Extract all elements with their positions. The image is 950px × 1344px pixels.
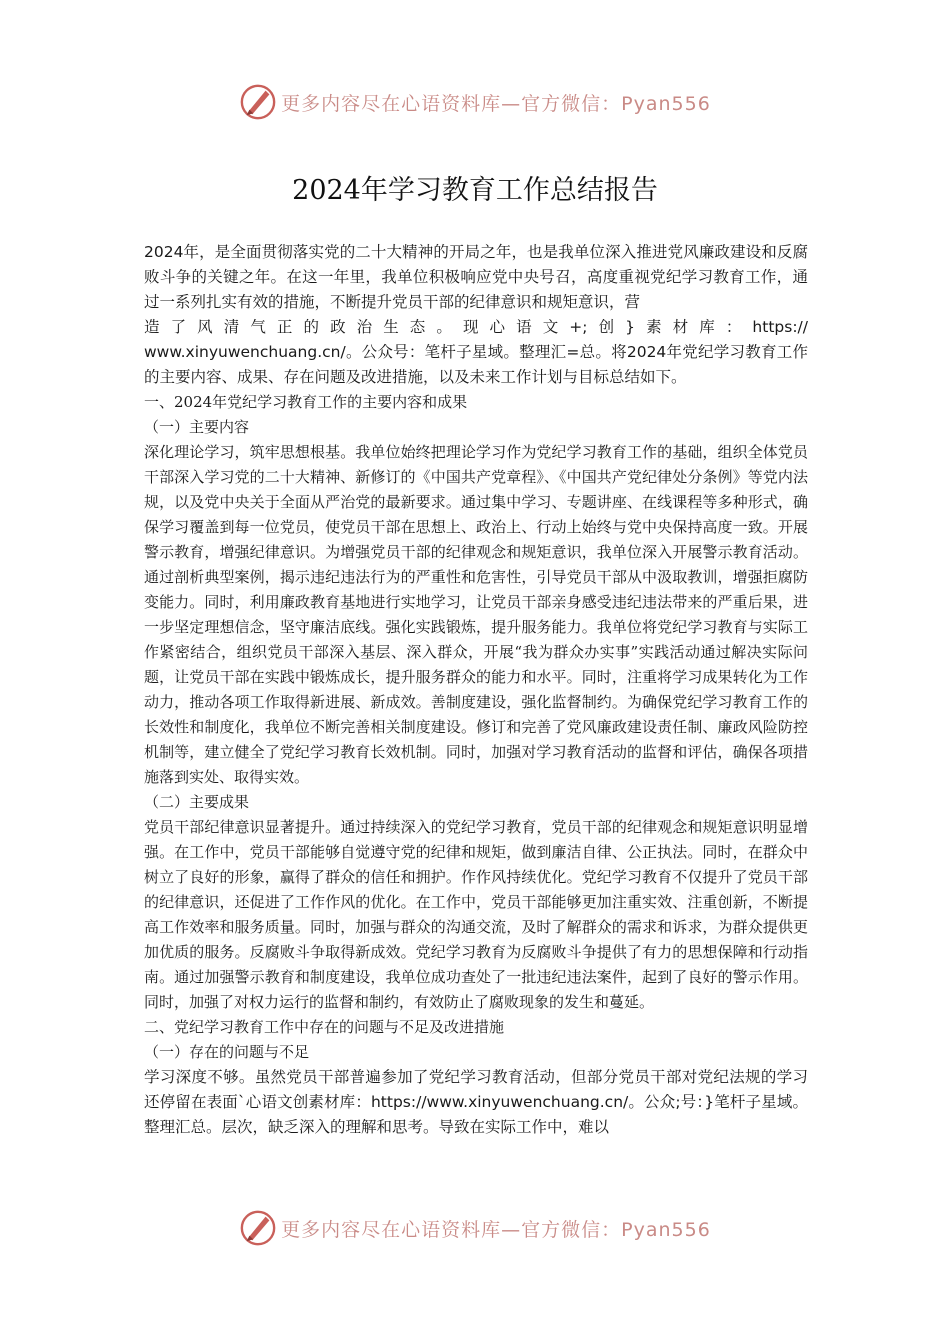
section-1-sub-2-body: 党员干部纪律意识显著提升。通过持续深入的党纪学习教育，党员干部的纪律观念和规矩意识明显增强。在工作中，党员干部能够自觉遵守党的纪律和规矩，做到廉洁自律、公正执法。同时，在群众中树立了良好的形象，赢得了群众的信任和拥护。作作风持续优化。党纪学习教育不仅提升了党员干部的纪律意识，还促进了工作作风的优化。在工作中，党员干部能够更加注重实效、注重创新，不断提高工作效率和服务质量。同时，加强与群众的沟通交流，及时了解群众的需求和诉求，为群众提供更加优质的服务。反腐败斗争取得新成效。党纪学习教育为反腐败斗争提供了有力的思想保障和行动指南。通过加强警示教育和制度建设，我单位成功查处了一批违纪违法案件，起到了良好的警示作用。同时，加强了对权力运行的监督和制约，有效防止了腐败现象的发生和蔓延。 xyxy=(144,818,808,1011)
footer-watermark-banner xyxy=(0,1208,950,1248)
section-2-subheading-1: （一）存在的问题与不足 xyxy=(144,1043,310,1061)
section-2-sub-1-body: 学习深度不够。虽然党员干部普遍参加了党纪学习教育活动，但部分党员干部对党纪法规的学习还停留在表面`心语文创素材库：https://www.xinyuwenchuang.cn/。公众;号：}笔杆子星域。整理汇总。层次，缺乏深入的理解和思考。导致在实际工作中，难以 xyxy=(144,1068,808,1136)
section-1-heading: 一、2024年党纪学习教育工作的主要内容和成果 xyxy=(144,393,468,411)
banner-text: 更多内容尽在心语资料库—官方微信：Pyan556 xyxy=(281,1218,711,1241)
section-2-heading: 二、党纪学习教育工作中存在的问题与不足及改进措施 xyxy=(144,1018,505,1036)
banner-text: 更多内容尽在心语资料库—官方微信：Pyan556 xyxy=(281,92,711,115)
section-1-subheading-1: （一）主要内容 xyxy=(144,418,250,436)
section-1-sub-1-body: 深化理论学习，筑牢思想根基。我单位始终把理论学习作为党纪学习教育工作的基础，组织全体党员干部深入学习党的二十大精神、新修订的《中国共产党章程》、《中国共产党纪律处分条例》等党内法规，以及党中央关于全面从严治党的最新要求。通过集中学习、专题讲座、在线课程等多种形式，确保学习覆盖到每一位党员，使党员干部在思想上、政治上、行动上始终与党中央保持高度一致。开展警示教育，增强纪律意识。为增强党员干部的纪律观念和规矩意识，我单位深入开展警示教育活动。通过剖析典型案例，揭示违纪违法行为的严重性和危害性，引导党员干部从中汲取教训，增强拒腐防变能力。同时，利用廉政教育基地进行实地学习，让党员干部亲身感受违纪违法带来的严重后果，进一步坚定理想信念，坚守廉洁底线。强化实践锻炼，提升服务能力。我单位将党纪学习教育与实际工作紧密结合，组织党员干部深入基层、深入群众，开展“我为群众办实事”实践活动通过解决实际问题，让党员干部在实践中锻炼成长，提升服务群众的能力和水平。同时，注重将学习成果转化为工作动力，推动各项工作取得新进展、新成效。善制度建设，强化监督制约。为确保党纪学习教育工作的长效性和制度化，我单位不断完善相关制度建设。修订和完善了党风廉政建设责任制、廉政风险防控机制等，建立健全了党纪学习教育长效机制。同时，加强对学习教育活动的监督和评估，确保各项措施落到实处、取得实效。 xyxy=(144,443,808,786)
header-watermark-banner xyxy=(0,82,950,122)
intro-text-1: 2024年，是全面贯彻落实党的二十大精神的开局之年，也是我单位深入推进党风廉政建设和反腐败斗争的关键之年。在这一年里，我单位积极响应党中央号召，高度重视党纪学习教育工作，通过一系列扎实有效的措施，不断提升党员干部的纪律意识和规矩意识，营 xyxy=(144,243,808,311)
intro-text-spread-line: 造了风清气正的政治生态。现心语文+;创}素材库：https:// xyxy=(144,318,808,336)
pen-logo-icon xyxy=(239,1209,277,1247)
intro-text-2: www.xinyuwenchuang.cn/。公众号：笔杆子星域。整理汇=总。将2024年党纪学习教育工作的主要内容、成果、存在问题及改进措施，以及未来工作计划与目标总结如下。 xyxy=(144,343,808,386)
document-body xyxy=(144,240,808,1140)
section-1-subheading-2: （二）主要成果 xyxy=(144,793,250,811)
pen-logo-icon xyxy=(239,83,277,121)
intro-paragraph xyxy=(144,240,808,390)
document-title: 2024年学习教育工作总结报告 xyxy=(292,175,658,207)
